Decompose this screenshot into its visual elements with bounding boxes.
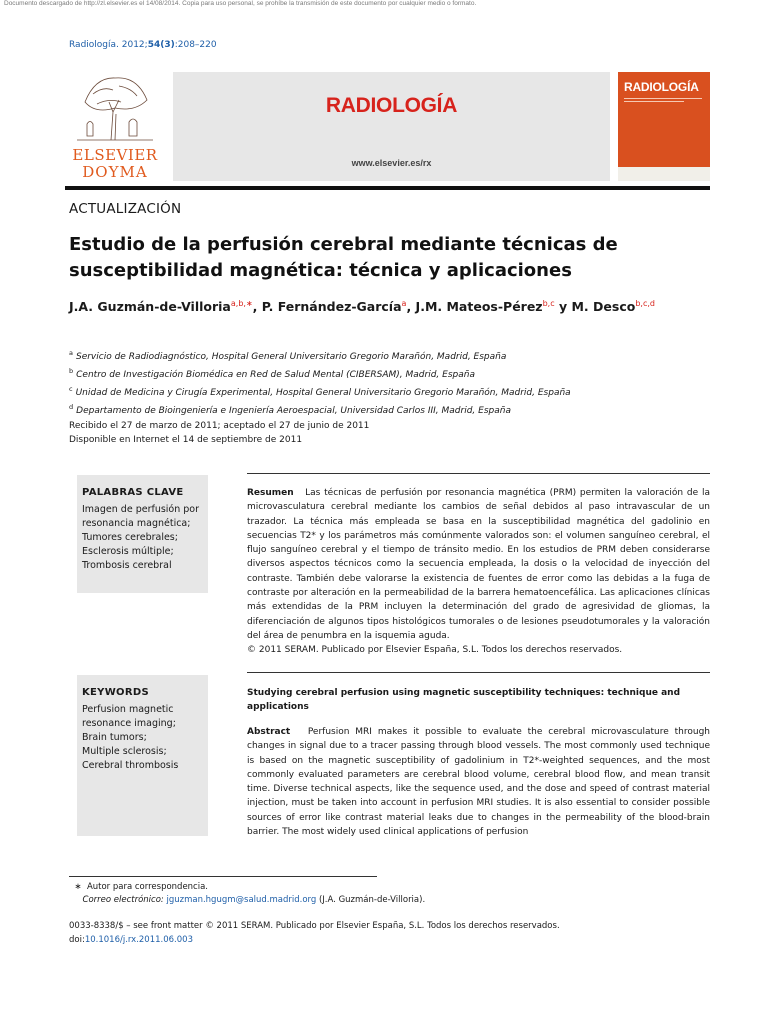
doi-line bbox=[69, 933, 560, 947]
keywords-es-heading: PALABRAS CLAVE bbox=[82, 487, 184, 498]
author-affiliation-sup[interactable]: b,c bbox=[542, 299, 555, 308]
abstract-en bbox=[247, 725, 710, 839]
article-history bbox=[69, 419, 369, 447]
journal-citation[interactable] bbox=[69, 40, 217, 50]
copyright-block bbox=[69, 919, 560, 947]
abstract-divider bbox=[247, 672, 710, 673]
citation-pages: :208–220 bbox=[174, 40, 217, 50]
logo-text-doyma: DOYMA bbox=[82, 163, 148, 181]
keywords-es-list bbox=[82, 503, 206, 573]
received-date: Recibido el 27 de marzo de 2011; aceptado el 27 de junio de 2011 bbox=[69, 421, 370, 431]
keyword-item[interactable]: Trombosis cerebral bbox=[82, 560, 172, 571]
author-separator: , bbox=[406, 299, 416, 315]
cover-divider bbox=[624, 101, 684, 102]
affiliation-item bbox=[69, 346, 571, 364]
header-rule bbox=[65, 186, 710, 190]
keywords-en-heading: KEYWORDS bbox=[82, 687, 149, 698]
author-name[interactable]: P. Fernández-García bbox=[261, 299, 402, 315]
affiliation-item bbox=[69, 400, 571, 418]
affiliation-key: b bbox=[69, 367, 74, 375]
keyword-item[interactable]: Perfusion magnetic resonance imaging; bbox=[82, 704, 176, 729]
elsevier-tree-icon bbox=[75, 72, 155, 142]
affiliation-text: Centro de Investigación Biomédica en Red de Salud Mental (CIBERSAM), Madrid, España bbox=[76, 370, 475, 380]
doi-label: doi: bbox=[69, 935, 85, 945]
author-separator: , bbox=[252, 299, 262, 315]
author-affiliation-sup[interactable]: b,c,d bbox=[635, 299, 655, 308]
affiliation-text: Departamento de Bioingeniería e Ingeniería Aeroespacial, Universidad Carlos III, Madrid, España bbox=[76, 406, 511, 416]
elsevier-logo bbox=[65, 72, 165, 182]
abstract-es-body: Las técnicas de perfusión por resonancia magnética (PRM) permiten la valoración de la microvasculatura cerebral mediante los cambios de señal debidos al paso intravascular de un trazador. La técnica más empleada se basa en la susceptibilidad magnética del gadolinio en secuencias T2* y los parámetros más comúnmente valorados son: el volumen sanguíneo cerebral, el flujo sanguíneo cerebral y el tiempo de tránsito medio. En los estudios de PRM deben considerarse diversos aspectos técnicos como la secuencia empleada, la dosis o la velocidad de inyección del contraste. También debe valorarse la existencia de fuentes de error como las debidas a la fuga de contraste por alteración en la permeabilidad de la barrera hematoencefálica. Las aplicaciones clínicas más extendidas de la PRM incluyen la determinación del grado de agresividad de gliomas, la diferenciación de algunos tipos histológicos tumorales o de lesiones pseudotumorales y la valoración del área de penumbra en la isquemia aguda. bbox=[247, 488, 710, 641]
journal-header bbox=[173, 72, 610, 181]
keyword-item[interactable]: Esclerosis múltiple; bbox=[82, 546, 174, 557]
footnote-rule bbox=[69, 876, 377, 877]
affiliation-item bbox=[69, 382, 571, 400]
affiliations bbox=[69, 346, 571, 418]
journal-url-link[interactable]: www.elsevier.es/rx bbox=[351, 158, 432, 168]
affiliation-key: a bbox=[69, 349, 73, 357]
cover-title: RADIOLOGÍA bbox=[624, 80, 699, 94]
abstract-es-copyright: © 2011 SERAM. Publicado por Elsevier España, S.L. Todos los derechos reservados. bbox=[247, 645, 623, 656]
keywords-en-box bbox=[77, 675, 208, 836]
footnote-email-line bbox=[69, 894, 425, 907]
affiliation-key: d bbox=[69, 403, 74, 411]
footnote-line bbox=[69, 881, 425, 894]
keyword-item[interactable]: Cerebral thrombosis bbox=[82, 760, 179, 771]
citation-journal: Radiología. 2012; bbox=[69, 40, 148, 50]
article-section: ACTUALIZACIÓN bbox=[69, 201, 182, 217]
author-name[interactable]: M. Desco bbox=[571, 299, 636, 315]
doi-link[interactable]: 10.1016/j.rx.2011.06.003 bbox=[84, 935, 193, 945]
journal-name: RADIOLOGÍA bbox=[325, 94, 458, 117]
english-title: Studying cerebral perfusion using magnetic susceptibility techniques: technique and applications bbox=[247, 688, 681, 712]
cover-footer-strip bbox=[618, 167, 710, 181]
author-list bbox=[69, 299, 655, 314]
affiliation-item bbox=[69, 364, 571, 382]
abstract-top-rule bbox=[247, 473, 710, 474]
abstract-es-heading: Resumen bbox=[247, 488, 294, 498]
footnote-text: Autor para correspondencia. bbox=[86, 882, 209, 892]
keyword-item[interactable]: Multiple sclerosis; bbox=[82, 746, 167, 757]
author-name[interactable]: J.M. Mateos-Pérez bbox=[415, 299, 543, 315]
affiliation-text: Unidad de Medicina y Cirugía Experimental, Hospital General Universitario Gregorio Marañón, Madrid, España bbox=[75, 388, 571, 398]
logo-text-elsevier: ELSEVIER bbox=[72, 146, 158, 164]
keyword-item[interactable]: Imagen de perfusión por resonancia magnética; bbox=[82, 504, 200, 529]
copyright-line: 0033-8338/$ – see front matter © 2011 SERAM. Publicado por Elsevier España, S.L. Todos los derechos reservados. bbox=[69, 921, 560, 931]
author-name[interactable]: J.A. Guzmán-de-Villoria bbox=[69, 299, 231, 315]
article-title: Estudio de la perfusión cerebral mediante técnicas de susceptibilidad magnética: técnica y aplicaciones bbox=[69, 234, 618, 281]
affiliation-key: c bbox=[69, 385, 73, 393]
abstract-en-body: Perfusion MRI makes it possible to evaluate the cerebral microvasculature through changes in signal due to a tracer passing through blood vessels. The most commonly used technique is based on the magnetic susceptibility of gadolinium in T2*-weighted sequences, and the most commonly evaluated parameters are cerebral blood volume, cerebral blood flow, and mean transit time. Diverse technical aspects, like the sequence used, and the dose and speed of contrast material injection, must be taken into account in perfusion MRI studies. It is also essential to consider possible sources of error like contrast material leaks due to changes in the permeability of the blood-brain barrier. The most widely used clinical applications of perfusion bbox=[247, 727, 710, 838]
keywords-en-list bbox=[82, 703, 206, 773]
keyword-item[interactable]: Tumores cerebrales; bbox=[82, 532, 178, 543]
author-separator: y bbox=[554, 299, 572, 315]
online-date: Disponible en Internet el 14 de septiembre de 2011 bbox=[69, 435, 303, 445]
email-owner: (J.A. Guzmán-de-Villoria). bbox=[318, 895, 426, 905]
author-affiliation-sup[interactable]: a,b,∗ bbox=[230, 299, 253, 308]
keyword-item[interactable]: Brain tumors; bbox=[82, 732, 147, 743]
author-affiliation-sup[interactable]: a bbox=[401, 299, 407, 308]
download-notice: Documento descargado de http://zl.elsevier.es el 14/08/2014. Copia para uso personal, se prohíbe la transmisión de este documento por cualquier medio o formato. bbox=[4, 0, 477, 7]
abstract-en-heading: Abstract bbox=[247, 727, 291, 737]
journal-cover-thumbnail[interactable] bbox=[618, 72, 710, 181]
footnote-marker: ∗ bbox=[74, 882, 82, 892]
abstract-es bbox=[247, 486, 710, 658]
citation-volume: 54(3) bbox=[147, 40, 175, 50]
email-label: Correo electrónico: bbox=[82, 895, 164, 905]
email-link[interactable]: jguzman.hgugm@salud.madrid.org bbox=[166, 895, 317, 905]
cover-divider bbox=[624, 98, 702, 99]
affiliation-text: Servicio de Radiodiagnóstico, Hospital General Universitario Gregorio Marañón, Madrid, España bbox=[75, 352, 507, 362]
keywords-es-box bbox=[77, 475, 208, 593]
correspondence-footnote bbox=[69, 881, 425, 907]
